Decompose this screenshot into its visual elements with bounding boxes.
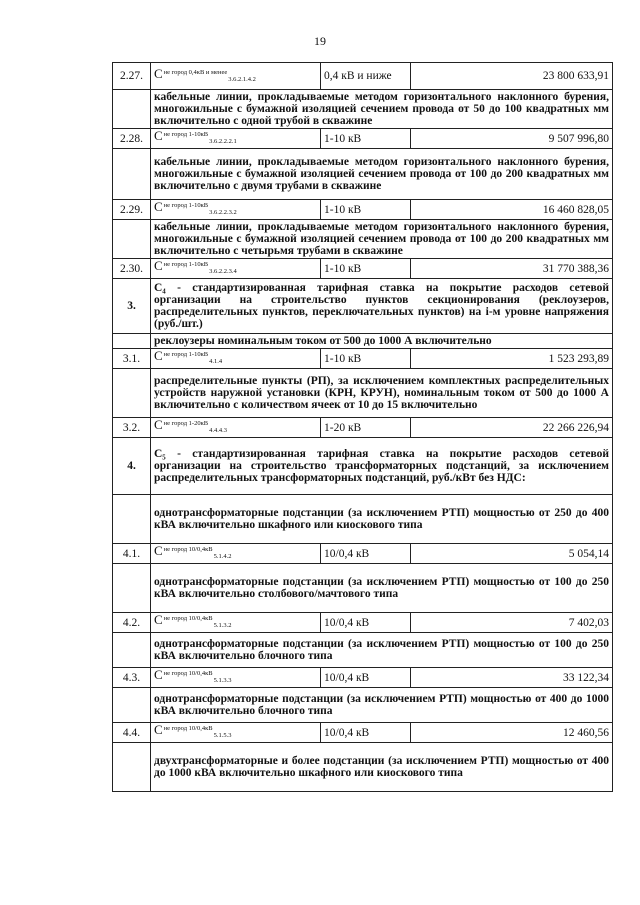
rate-code-subscript: 3.6.2.1.4.2 xyxy=(228,75,256,83)
table-row xyxy=(113,129,613,149)
rate-amount: 1 523 293,89 xyxy=(411,349,613,369)
item-number: 2.29. xyxy=(113,200,151,220)
table-row xyxy=(113,349,613,369)
item-number: 2.30. xyxy=(113,259,151,279)
item-description: однотрансформаторные подстанции (за исключением РТП) мощностью от 400 до 1000 кВА включительно блочного типа xyxy=(151,688,613,723)
table-row xyxy=(113,613,613,633)
item-description: двухтрансформаторные и более подстанции (за исключением РТП) мощностью от 400 до 1000 кВА включительно шкафного или киоскового типа xyxy=(151,743,613,792)
rate-code-superscript: не город 1-20кВ xyxy=(163,420,209,427)
rate-code-subscript: 5.1.3.3 xyxy=(213,677,232,684)
voltage-level: 1-20 кВ xyxy=(321,418,411,438)
rate-code xyxy=(151,63,321,90)
item-number: 2.28. xyxy=(113,129,151,149)
table-row xyxy=(113,668,613,688)
table-row xyxy=(113,63,613,90)
rate-code xyxy=(151,129,321,149)
table-row xyxy=(113,564,613,613)
item-number: 4.2. xyxy=(113,613,151,633)
page-number: 19 xyxy=(314,34,326,48)
table-row xyxy=(113,633,613,668)
rate-amount: 16 460 828,05 xyxy=(411,200,613,220)
voltage-level: 1-10 кВ xyxy=(321,349,411,369)
rate-amount: 9 507 996,80 xyxy=(411,129,613,149)
item-number: 4.4. xyxy=(113,723,151,743)
rate-code xyxy=(151,418,321,438)
voltage-level: 10/0,4 кВ xyxy=(321,723,411,743)
section-heading: С₅ - стандартизированная тарифная ставка на покрытие расходов сетевой организации на строительство трансформаторных подстанций, за исключением распределительных трансформаторных подстанций, руб./кВт без НДС: xyxy=(151,438,613,495)
rate-letter: C xyxy=(154,199,163,214)
table-row xyxy=(113,279,613,334)
voltage-level: 1-10 кВ xyxy=(321,259,411,279)
item-number: 4.1. xyxy=(113,544,151,564)
table-row xyxy=(113,743,613,792)
voltage-level: 10/0,4 кВ xyxy=(321,668,411,688)
table-row xyxy=(113,418,613,438)
table-row xyxy=(113,723,613,743)
table-row xyxy=(113,149,613,200)
rate-code xyxy=(151,613,321,633)
voltage-level: 0,4 кВ и ниже xyxy=(321,63,411,90)
rate-code-superscript: не город 0,4кВ и менее xyxy=(163,68,228,76)
item-number: 4.3. xyxy=(113,668,151,688)
rate-amount: 5 054,14 xyxy=(411,544,613,564)
empty-cell xyxy=(113,495,151,544)
rate-amount: 7 402,03 xyxy=(411,613,613,633)
rate-letter: C xyxy=(154,128,163,143)
empty-cell xyxy=(113,369,151,418)
rate-letter: C xyxy=(154,348,163,363)
table-row xyxy=(113,90,613,129)
rate-amount: 31 770 388,36 xyxy=(411,259,613,279)
empty-cell xyxy=(113,564,151,613)
rate-code-superscript: не город 10/0,4кВ xyxy=(163,615,213,622)
item-description: однотрансформаторные подстанции (за исключением РТП) мощностью от 250 до 400 кВА включительно шкафного или киоскового типа xyxy=(151,495,613,544)
section-heading: С₄ - стандартизированная тарифная ставка на покрытие расходов сетевой организации на строительство пунктов секционирования (реклоузеров, распределительных пунктов, переключательных пунктов) на i-м уровне напряжения (руб./шт.) xyxy=(151,279,613,334)
rate-code-superscript: не город 1-10кВ xyxy=(163,351,209,358)
rate-code-subscript: 5.1.5.3 xyxy=(213,732,232,739)
rate-code-subscript: 4.4.4.3 xyxy=(209,427,227,434)
rate-code-subscript: 5.1.4.2 xyxy=(213,553,232,560)
voltage-level: 1-10 кВ xyxy=(321,200,411,220)
rate-amount: 23 800 633,91 xyxy=(411,63,613,90)
item-number: 3.2. xyxy=(113,418,151,438)
item-description: однотрансформаторные подстанции (за исключением РТП) мощностью от 100 до 250 кВА включительно столбового/мачтового типа xyxy=(151,564,613,613)
rate-code-subscript: 5.1.3.2 xyxy=(213,622,232,629)
empty-cell xyxy=(113,220,151,259)
voltage-level: 10/0,4 кВ xyxy=(321,613,411,633)
rate-code xyxy=(151,723,321,743)
rate-amount: 22 266 226,94 xyxy=(411,418,613,438)
table-row xyxy=(113,220,613,259)
item-description: реклоузеры номинальным током от 500 до 1000 А включительно xyxy=(151,334,613,349)
rate-code xyxy=(151,349,321,369)
table-row xyxy=(113,438,613,495)
rate-code-subscript: 3.6.2.2.3.4 xyxy=(209,268,237,275)
tariff-rates-table xyxy=(112,62,613,792)
table-row xyxy=(113,200,613,220)
section-number: 3. xyxy=(113,279,151,334)
empty-cell xyxy=(113,90,151,129)
rate-amount: 33 122,34 xyxy=(411,668,613,688)
rate-code-superscript: не город 10/0,4кВ xyxy=(163,670,213,677)
rate-letter: C xyxy=(154,258,163,273)
rate-letter: C xyxy=(154,722,163,737)
item-number: 2.27. xyxy=(113,63,151,90)
rate-code-subscript: 3.6.2.2.3.2 xyxy=(209,209,237,216)
voltage-level: 10/0,4 кВ xyxy=(321,544,411,564)
table-row xyxy=(113,334,613,349)
rate-code-superscript: не город 1-10кВ xyxy=(163,131,209,138)
empty-cell xyxy=(113,743,151,792)
table-row xyxy=(113,259,613,279)
empty-cell xyxy=(113,149,151,200)
rate-code-superscript: не город 10/0,4кВ xyxy=(163,725,213,732)
rate-code xyxy=(151,200,321,220)
rate-letter: C xyxy=(154,667,163,682)
item-description: распределительные пункты (РП), за исключением комплектных распределительных устройств наружной установки (КРН, КРУН), номинальным током от 500 до 1000 А включительно с количеством ячеек от 10 до 15 включительно xyxy=(151,369,613,418)
item-description: однотрансформаторные подстанции (за исключением РТП) мощностью от 100 до 250 кВА включительно блочного типа xyxy=(151,633,613,668)
rate-code-subscript: 4.1.4 xyxy=(209,358,223,365)
item-number: 3.1. xyxy=(113,349,151,369)
voltage-level: 1-10 кВ xyxy=(321,129,411,149)
rate-amount: 12 460,56 xyxy=(411,723,613,743)
empty-cell xyxy=(113,334,151,349)
item-description: кабельные линии, прокладываемые методом горизонтального наклонного бурения, многожильные с бумажной изоляцией сечением провода от 100 до 200 квадратных мм включительно с четырьмя трубами в скважине xyxy=(151,220,613,259)
rate-letter: C xyxy=(154,612,163,627)
rate-code-superscript: не город 10/0,4кВ xyxy=(163,546,213,553)
section-number: 4. xyxy=(113,438,151,495)
table-row xyxy=(113,369,613,418)
rate-code-superscript: не город 1-10кВ xyxy=(163,261,209,268)
rate-letter: C xyxy=(154,543,163,558)
table-row xyxy=(113,495,613,544)
empty-cell xyxy=(113,688,151,723)
rate-code xyxy=(151,668,321,688)
rate-code-superscript: не город 1-10кВ xyxy=(163,202,209,209)
table-row xyxy=(113,688,613,723)
item-description: кабельные линии, прокладываемые методом горизонтального наклонного бурения, многожильные с бумажной изоляцией сечением провода от 50 до 100 квадратных мм включительно с одной трубой в скважине xyxy=(151,90,613,129)
rate-code-subscript: 3.6.2.2.2.1 xyxy=(209,138,237,145)
rate-code xyxy=(151,259,321,279)
rate-code xyxy=(151,544,321,564)
rate-letter: C xyxy=(154,65,163,81)
rate-letter: C xyxy=(154,417,163,432)
item-description: кабельные линии, прокладываемые методом горизонтального наклонного бурения, многожильные с бумажной изоляцией сечением провода от 100 до 200 квадратных мм включительно с двумя трубами в скважине xyxy=(151,149,613,200)
empty-cell xyxy=(113,633,151,668)
table-row xyxy=(113,544,613,564)
